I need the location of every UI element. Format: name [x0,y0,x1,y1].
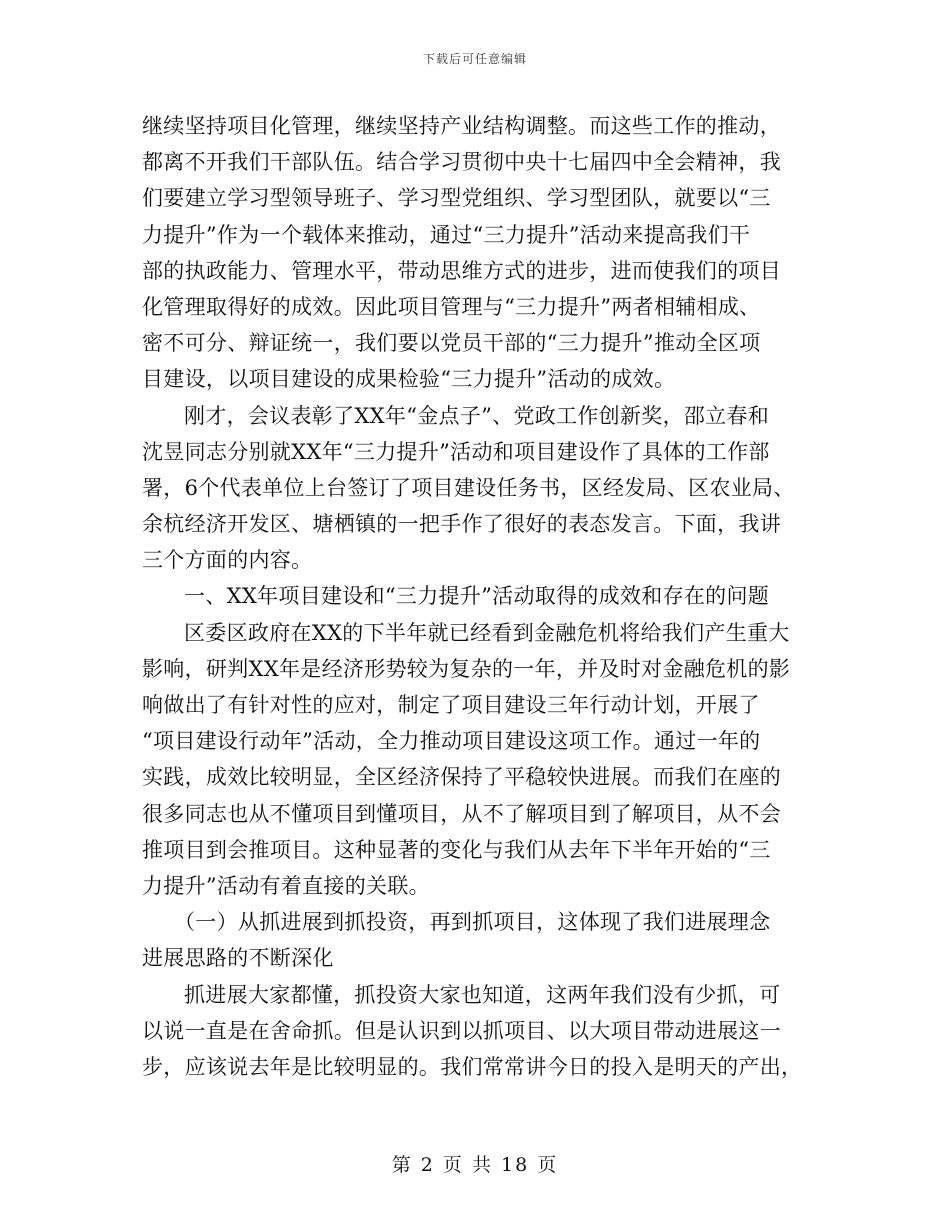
text-line: 署，6个代表单位上台签订了项目建设任务书，区经发局、区农业局、 [142,475,795,500]
text-line: 继续坚持项目化管理，继续坚持产业结构调整。而这些工作的推动， [142,114,781,138]
text-line: 以说一直是在舍命抓。但是认识到以抓项目、以大项目带动进展这一 [142,1018,781,1043]
text-line: 实践，成效比较明显，全区经济保持了平稳较快进展。而我们在座的 [142,765,781,790]
text-line: 推项目到会推项目。这种显著的变化与我们从去年下半年开始的“三 [142,837,771,862]
text-line: 目建设，以项目建设的成果检验“三力提升”活动的成效。 [142,367,676,392]
text-line: 沈昱同志分别就XX年“三力提升”活动和项目建设作了具体的工作部 [142,439,770,464]
text-line: 力提升”活动有着直接的关联。 [142,873,430,898]
document-body [142,108,810,1085]
text-line: 区委区政府在XX的下半年就已经看到金融危机将给我们产生重大 [184,620,790,645]
text-line: 力提升”作为一个载体来推动，通过“三力提升”活动来提高我们干 [142,222,751,247]
header-note: 下载后可任意编辑 [422,52,527,66]
text-line: 密不可分、辩证统一，我们要以党员干部的“三力提升”推动全区项 [142,331,761,356]
text-line: （一）从抓进展到抓投资，再到抓项目，这体现了我们进展理念 [174,910,771,935]
text-line: 三个方面的内容。 [142,548,313,573]
text-line: 很多同志也从不懂项目到懂项目，从不了解项目到了解项目，从不会 [142,801,781,826]
text-line: 步，应该说去年是比较明显的。我们常常讲今日的投入是明天的产出， [142,1054,803,1079]
text-line: 响做出了有针对性的应对，制定了项目建设三年行动计划，开展了 [142,693,760,717]
text-line: 们要建立学习型领导班子、学习型党组织、学习型团队，就要以“三 [142,186,771,211]
text-line: “项目建设行动年”活动，全力推动项目建设这项工作。通过一年的 [142,729,761,754]
text-line: 一、XX年项目建设和“三力提升”活动取得的成效和存在的问题 [184,584,770,609]
text-line: 影响，研判XX年是经济形势较为复杂的一年，并及时对金融危机的影 [142,656,791,681]
text-line: 余杭经济开发区、塘栖镇的一把手作了很好的表态发言。下面，我讲 [142,512,781,537]
text-line: 进展思路的不断深化 [142,946,334,971]
text-line: 化管理取得好的成效。因此项目管理与“三力提升”两者相辅相成、 [142,294,761,319]
text-line: 部的执政能力、管理水平，带动思维方式的进步，进而使我们的项目 [142,258,781,283]
text-line: 都离不开我们干部队伍。结合学习贯彻中央十七届四中全会精神，我 [142,150,781,175]
text-line: 刚才，会议表彰了XX年“金点子”、党政工作创新奖，邵立春和 [184,403,770,428]
page-number: 第 2 页 共 18 页 [391,1154,559,1176]
text-line: 抓进展大家都懂，抓投资大家也知道，这两年我们没有少抓，可 [184,982,781,1007]
